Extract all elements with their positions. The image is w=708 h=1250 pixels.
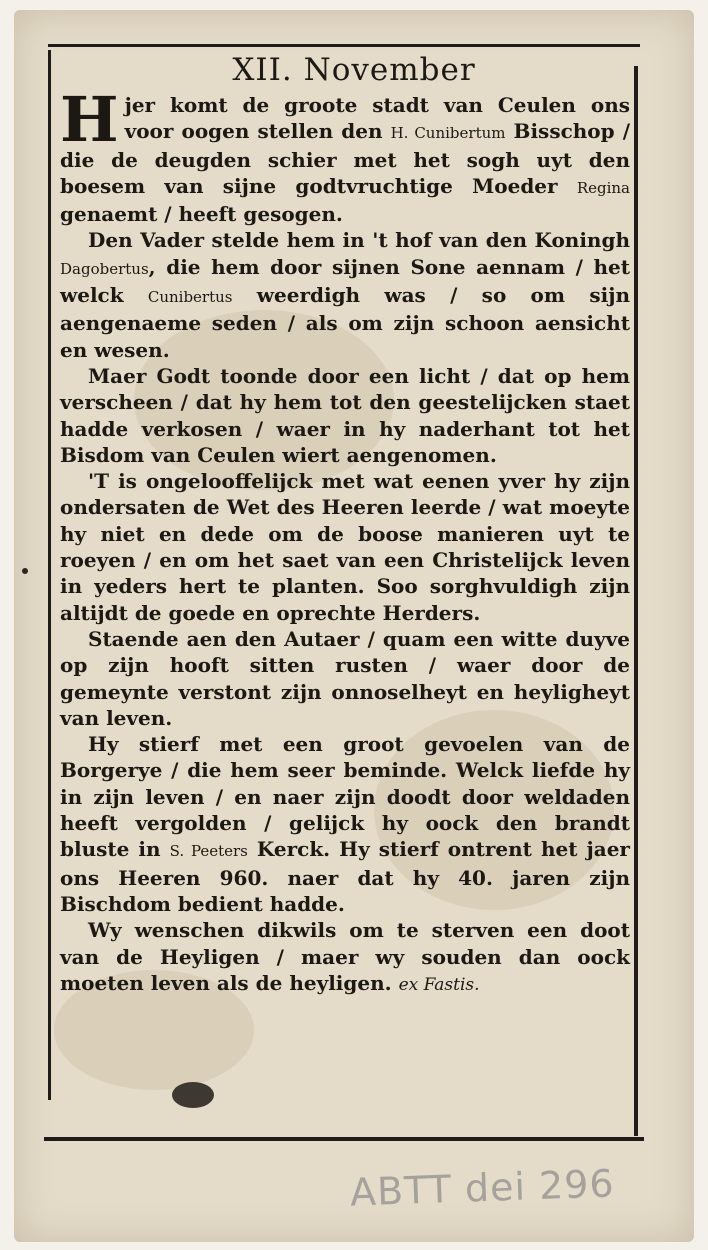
margin-mark <box>22 568 28 574</box>
text-run: Bisschop / die de deugden schier met het sogh uyt den boesem van sijne godtvruchtige Moeder <box>60 119 630 198</box>
latin-name: Dagobertus <box>60 259 149 278</box>
text-run: Kerck. Hy stierf ontrent het jaer ons Heeren 960. naer dat hy 40. jaren zijn Bischdom bedient hadde. <box>60 837 630 916</box>
paragraph <box>60 468 630 626</box>
ink-blot <box>172 1082 214 1108</box>
latin-name: Regina <box>576 178 630 197</box>
text-run: 'T is ongelooffelijck met wat eenen yver hy zijn ondersaten de Wet des Heeren leerde / wat moeyte hy niet en dede om de boose manieren uyt te roeyen / en om het saet van een Christelijck leven in yeders hert te planten. Soo sorghvuldigh zijn altijdt de goede en oprechte Herders. <box>60 469 630 625</box>
text-run: Wy wenschen dikwils om te sterven een doot van de Heyligen / maer wy souden dan oock moeten leven als de heyligen. <box>60 918 630 995</box>
text-run: , die hem door sijnen Sone aennam / het welck <box>60 254 630 308</box>
source-citation: ex Fastis. <box>398 974 480 995</box>
paragraph <box>60 227 630 362</box>
text-run: Hy stierf met een groot gevoelen van de Borgerye / die hem seer beminde. Welck liefde hy in zijn leven / en naer zijn doodt door weldaden heeft vergolden / gelijck hy oock den brandt bluste in <box>60 732 630 862</box>
paragraph <box>60 626 630 731</box>
text-run: Staende aen den Autaer / quam een witte duyve op zijn hooft sitten rusten / waer door de gemeynte verstont zijn onnoselheyt en heyligheyt van leven. <box>60 626 630 730</box>
paragraph <box>60 83 630 227</box>
latin-name: S. Peeters <box>169 842 248 861</box>
text-run: jer komt de groote stadt van Ceulen ons voor oogen stellen den <box>124 93 630 144</box>
latin-name: H. Cunibertum <box>390 124 506 143</box>
handwritten-annotation: ABTT dei 296 <box>349 1161 616 1215</box>
drop-cap: H <box>60 83 119 156</box>
bottom-rule <box>44 1137 644 1141</box>
latin-name: Cunibertus <box>147 288 233 307</box>
text-run: Maer Godt toonde door een licht / dat op hem verscheen / dat hy hem tot den geestelijcken staet hadde verkosen / waer in hy naderhant tot het Bisdom van Ceulen wiert aengenomen. <box>60 363 630 467</box>
right-rule <box>634 66 638 1136</box>
paragraph <box>60 731 630 917</box>
body-text <box>60 83 630 998</box>
top-rule <box>48 44 640 47</box>
paragraph <box>60 917 630 998</box>
paragraph <box>60 363 630 468</box>
left-rule <box>48 50 51 1100</box>
text-run: genaemt / heeft gesogen. <box>60 202 343 227</box>
text-run: weerdigh was / so om sijn aengenaeme seden / als om zijn schoon aensicht en wesen. <box>60 283 630 362</box>
page-title: XII. November <box>232 52 476 88</box>
text-run: Den Vader stelde hem in 't hof van den Koningh <box>88 228 630 253</box>
